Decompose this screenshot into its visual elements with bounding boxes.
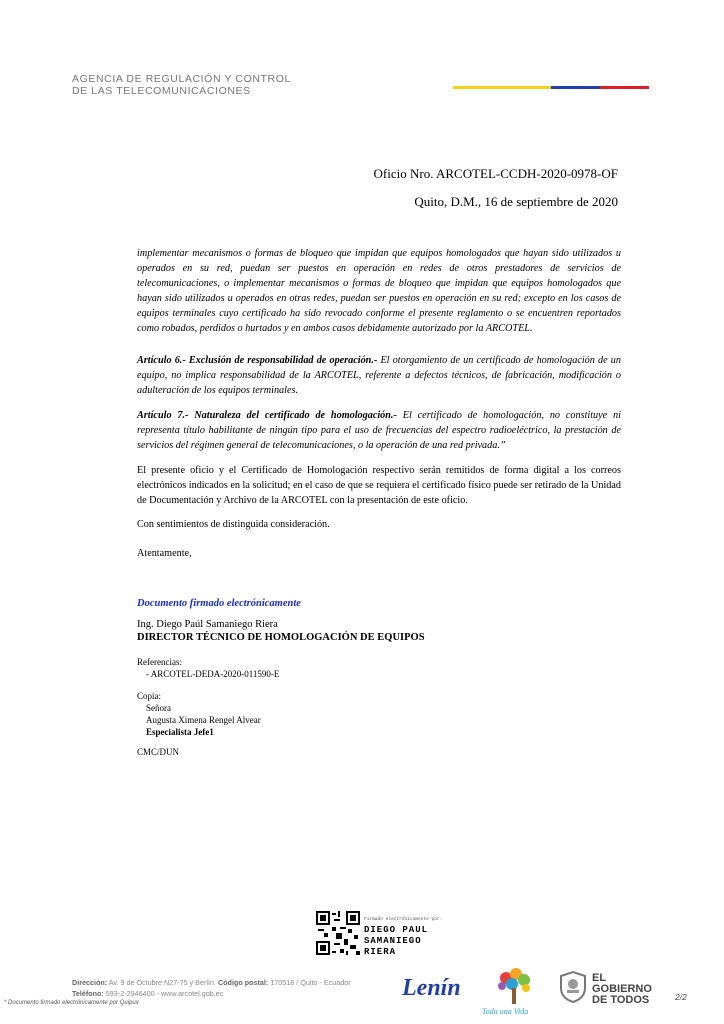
phone-value: 593-2-2946400 - www.arcotel.gob.ec <box>103 989 224 998</box>
postal-value: 170518 / Quito - Ecuador <box>268 978 351 987</box>
body-paragraph-1: implementar mecanismos o formas de bloqueo que impidan que equipos homologados que hayan sido utilizados u operados en su red, puedan ser puestos en operación en redes de otros prestadores de servicios de telecomunicaciones, o implementar mecanismos o formas de bloqueo que impidan que equipos homologados que hayan sido utilizados u operados en otras redes, puedan ser puestos en operación en su red; excepto en los casos de equipos terminales cuyo certificado ha sido revocado conforme el presente reglamento o se encuentren reportados como robados, perdidos o hurtados y en ambos casos debidamente autorizado por la ARCOTEL. <box>137 248 621 334</box>
esign-name-line-1: DIEGO PAUL <box>364 925 429 935</box>
address-label: Dirección: <box>72 978 108 987</box>
copy-line-2: Augusta Ximena Rengel Alvear <box>146 715 261 725</box>
copy-line-1: Señora <box>146 703 171 713</box>
flag-red <box>600 86 649 89</box>
article-6 <box>137 353 621 398</box>
article-7-text: El certificado de homologación, no constituye ni representa título habilitante de ningún tipo para el uso de frecuencias del espectro radioeléctrico, la prestación de servicios del régimen general de telecomunicaciones, o la operación de una red privada.” <box>137 410 621 451</box>
flag-stripe <box>453 86 649 89</box>
initials: CMC/DUN <box>137 747 180 757</box>
document-date: Quito, D.M., 16 de septiembre de 2020 <box>414 194 618 209</box>
tree-logo-icon <box>492 966 536 1006</box>
esign-name-line-2: SAMANIEGO <box>364 936 422 946</box>
gob-line-2: GOBIERNO <box>592 983 652 995</box>
footer-address-line <box>72 977 351 988</box>
postal-label: Código postal: <box>217 978 269 987</box>
references-label: Referencias: <box>137 657 182 667</box>
page-number: 2/2 <box>675 992 687 1002</box>
footer-phone-line <box>72 988 351 999</box>
esign-name-line-3: RIERA <box>364 947 397 957</box>
agency-line-2: DE LAS TELECOMUNICACIONES <box>72 85 251 97</box>
toda-una-vida-logo: Toda una Vida <box>482 1007 529 1016</box>
phone-label: Teléfono: <box>72 989 104 998</box>
footer-contact <box>72 977 351 999</box>
flag-yellow <box>453 86 551 89</box>
article-6-title: Artículo 6.- Exclusión de responsabilidad de operación.- <box>137 355 378 366</box>
gob-line-1: EL <box>592 972 607 984</box>
reference-item: - ARCOTEL-DEDA-2020-011590-E <box>146 669 280 679</box>
article-7 <box>137 408 621 453</box>
quipux-note: * Documento firmado electrónicamente por Quipux <box>4 1000 139 1006</box>
article-7-title: Artículo 7.- Naturaleza del certificado de homologación.- <box>137 410 397 421</box>
gob-line-3: DE TODOS <box>592 994 650 1006</box>
gobierno-logo <box>592 973 652 1006</box>
qr-code <box>316 911 360 955</box>
esign-label: Firmado electrónicamente por: <box>364 917 443 922</box>
atentamente: Atentamente, <box>137 548 192 559</box>
body-paragraph-4: El presente oficio y el Certificado de Homologación respectivo serán remitidos de forma digital a los correos electrónicos indicados en la solicitud; en el caso de que se requiera el certificado físico puede ser retirado de la Unidad de Documentación y Archivo de la ARCOTEL con la presentación de este oficio. <box>137 465 621 506</box>
copy-line-3: Especialista Jefe1 <box>146 727 214 737</box>
closing-line: Con sentimientos de distinguida consideración. <box>137 519 330 530</box>
agency-name <box>72 73 291 97</box>
address-value: Av. 9 de Octubre N27-75 y Berlín. <box>107 978 218 987</box>
article-6-text: El otorgamiento de un certificado de homologación de un equipo, no implica responsabilidad de la ARCOTEL, referente a defectos técnicos, de fabricación, modificación o adulteración de los equipos terminales. <box>137 355 621 396</box>
esign-name <box>364 925 428 958</box>
electronic-signature-note: Documento firmado electrónicamente <box>137 598 301 609</box>
lenin-logo: Lenín <box>402 975 461 1001</box>
flag-blue <box>551 86 600 89</box>
copy-label: Copia: <box>137 691 161 701</box>
signer-title: DIRECTOR TÉCNICO DE HOMOLOGACIÓN DE EQUIPOS <box>137 632 425 643</box>
oficio-number: Oficio Nro. ARCOTEL-CCDH-2020-0978-OF <box>373 166 618 181</box>
coat-of-arms-icon <box>557 970 589 1004</box>
agency-line-1: AGENCIA DE REGULACIÓN Y CONTROL <box>72 73 291 85</box>
signer-name: Ing. Diego Paúl Samaniego Riera <box>137 619 278 630</box>
